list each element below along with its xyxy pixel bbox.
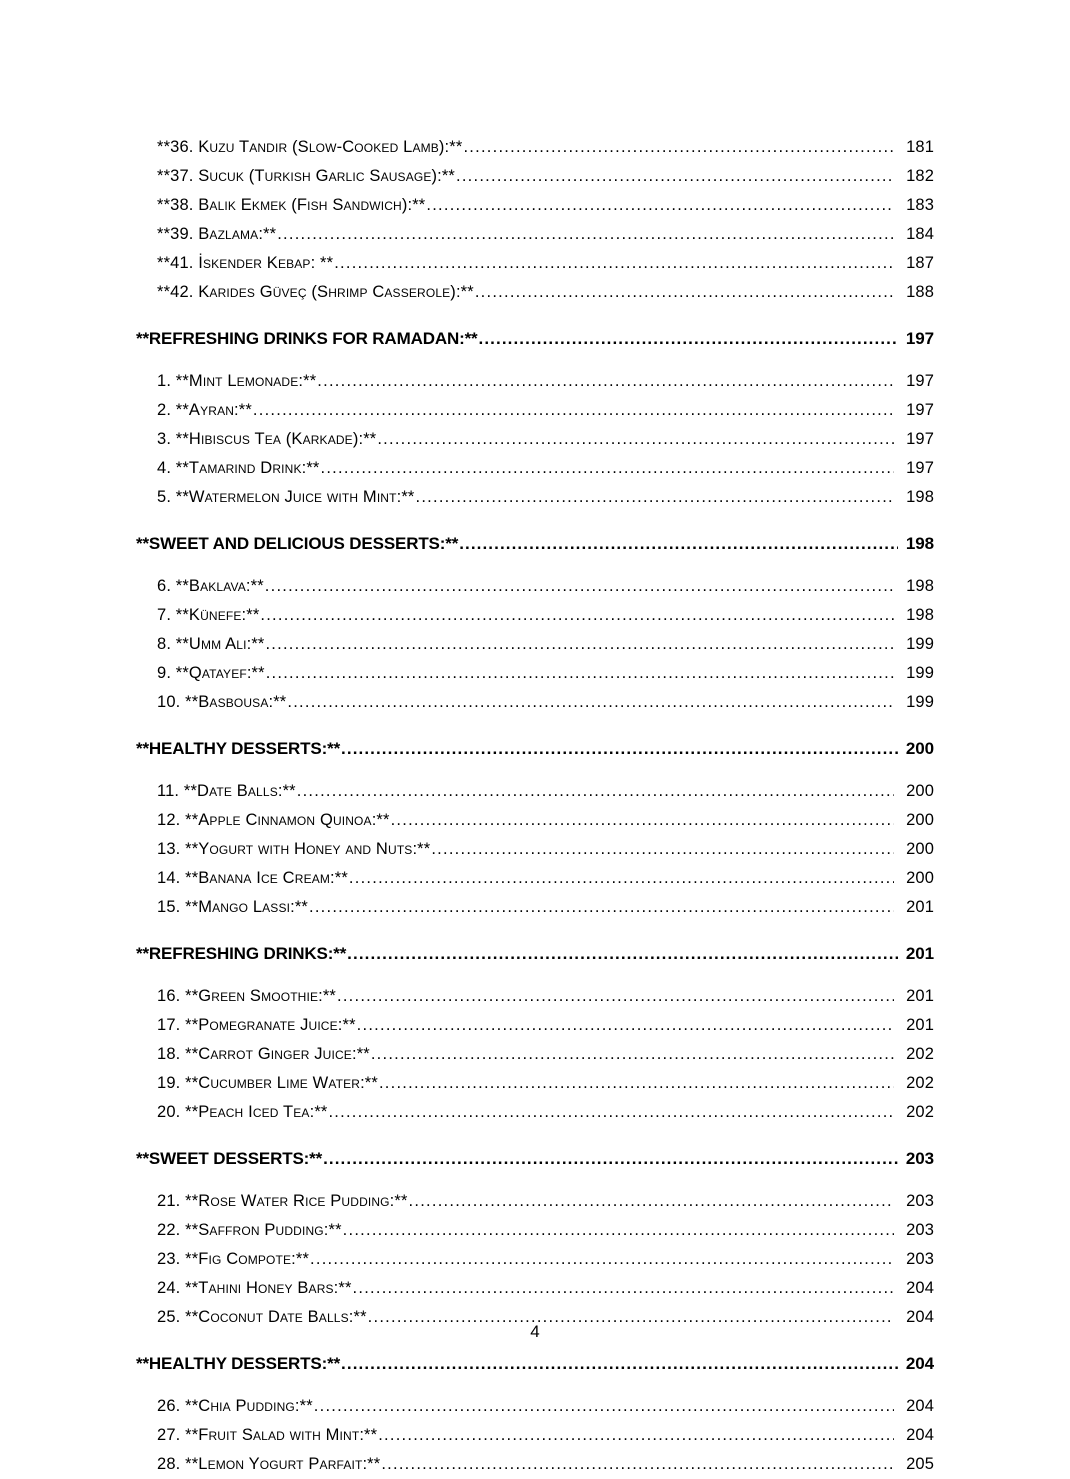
table-of-contents bbox=[136, 133, 934, 1479]
toc-entry-page-number: 199 bbox=[906, 664, 934, 682]
dot-leader bbox=[337, 982, 894, 1011]
toc-heading-label: **REFRESHING DRINKS:** bbox=[136, 944, 347, 963]
toc-entry[interactable] bbox=[136, 1216, 934, 1245]
toc-entry[interactable] bbox=[136, 1392, 934, 1421]
dot-leader bbox=[266, 659, 894, 688]
toc-entry-page-number: 200 bbox=[906, 811, 934, 829]
toc-section-heading[interactable] bbox=[136, 939, 934, 969]
dot-leader bbox=[341, 1349, 898, 1379]
dot-leader bbox=[377, 425, 894, 454]
toc-entry-label: 4. **Tamarind Drink:** bbox=[157, 459, 320, 477]
toc-entry-label: 10. **Basbousa:** bbox=[157, 693, 287, 711]
toc-entry-page-number: 203 bbox=[906, 1221, 934, 1239]
dot-leader bbox=[334, 249, 894, 278]
toc-section-heading[interactable] bbox=[136, 734, 934, 764]
toc-section bbox=[136, 529, 934, 717]
toc-entry[interactable] bbox=[136, 806, 934, 835]
toc-entry-label: 6. **Baklava:** bbox=[157, 577, 264, 595]
toc-entry-page-number: 188 bbox=[906, 283, 934, 301]
toc-entry[interactable] bbox=[136, 191, 934, 220]
toc-entry-page-number: 203 bbox=[906, 1250, 934, 1268]
toc-entry[interactable] bbox=[136, 367, 934, 396]
dot-leader bbox=[277, 220, 894, 249]
toc-entry[interactable] bbox=[136, 864, 934, 893]
dot-leader bbox=[297, 777, 894, 806]
toc-entry-label: **36. Kuzu Tandır (Slow-Cooked Lamb):** bbox=[157, 138, 463, 156]
toc-entry-page-number: 183 bbox=[906, 196, 934, 214]
toc-section-heading[interactable] bbox=[136, 1144, 934, 1174]
dot-leader bbox=[431, 835, 894, 864]
dot-leader bbox=[371, 1040, 894, 1069]
toc-entry-label: 23. **Fig Compote:** bbox=[157, 1250, 310, 1268]
toc-entry-label: 5. **Watermelon Juice with Mint:** bbox=[157, 488, 415, 506]
toc-entry-page-number: 203 bbox=[906, 1192, 934, 1210]
toc-entry[interactable] bbox=[136, 425, 934, 454]
toc-entry-page-number: 204 bbox=[906, 1397, 934, 1415]
dot-leader bbox=[391, 806, 894, 835]
toc-entry-label: 28. **Lemon Yogurt Parfait:** bbox=[157, 1455, 381, 1473]
dot-leader bbox=[287, 688, 894, 717]
toc-entry-page-number: 201 bbox=[906, 1016, 934, 1034]
toc-entry-page-number: 204 bbox=[906, 1308, 934, 1326]
toc-entry-page-number: 198 bbox=[906, 606, 934, 624]
toc-entry-page-number: 197 bbox=[906, 459, 934, 477]
dot-leader bbox=[409, 1187, 894, 1216]
dot-leader bbox=[475, 278, 894, 307]
toc-entry-label: 9. **Qatayef:** bbox=[157, 664, 265, 682]
toc-entry[interactable] bbox=[136, 1011, 934, 1040]
toc-entry[interactable] bbox=[136, 1450, 934, 1479]
toc-entry-page-number: 200 bbox=[906, 869, 934, 887]
toc-heading-label: **HEALTHY DESSERTS:** bbox=[136, 739, 341, 758]
toc-section-heading[interactable] bbox=[136, 529, 934, 559]
dot-leader bbox=[265, 630, 894, 659]
toc-entry[interactable] bbox=[136, 1245, 934, 1274]
toc-section bbox=[136, 1144, 934, 1332]
dot-leader bbox=[456, 162, 894, 191]
dot-leader bbox=[353, 1274, 894, 1303]
toc-section bbox=[136, 324, 934, 512]
toc-entry-page-number: 198 bbox=[906, 577, 934, 595]
toc-entry[interactable] bbox=[136, 982, 934, 1011]
toc-entry-label: 13. **Yogurt with Honey and Nuts:** bbox=[157, 840, 431, 858]
toc-entry[interactable] bbox=[136, 688, 934, 717]
toc-entry[interactable] bbox=[136, 1421, 934, 1450]
toc-entry[interactable] bbox=[136, 162, 934, 191]
dot-leader bbox=[317, 367, 894, 396]
toc-heading-page-number: 197 bbox=[905, 329, 934, 348]
toc-entry[interactable] bbox=[136, 1274, 934, 1303]
dot-leader bbox=[323, 1144, 898, 1174]
toc-entry[interactable] bbox=[136, 777, 934, 806]
toc-entry-page-number: 204 bbox=[906, 1279, 934, 1297]
toc-entry-page-number: 200 bbox=[906, 840, 934, 858]
dot-leader bbox=[321, 454, 895, 483]
toc-entry[interactable] bbox=[136, 133, 934, 162]
toc-entry[interactable] bbox=[136, 1098, 934, 1127]
toc-heading-page-number: 201 bbox=[905, 944, 934, 963]
dot-leader bbox=[459, 529, 898, 559]
toc-section-heading[interactable] bbox=[136, 324, 934, 354]
toc-entry-page-number: 202 bbox=[906, 1103, 934, 1121]
toc-entry[interactable] bbox=[136, 601, 934, 630]
toc-entry-label: 21. **Rose Water Rice Pudding:** bbox=[157, 1192, 408, 1210]
toc-entry-page-number: 201 bbox=[906, 987, 934, 1005]
toc-entry-label: 12. **Apple Cinnamon Quinoa:** bbox=[157, 811, 390, 829]
dot-leader bbox=[426, 191, 894, 220]
toc-entry[interactable] bbox=[136, 249, 934, 278]
toc-entry-label: 25. **Coconut Date Balls:** bbox=[157, 1308, 367, 1326]
toc-entry-label: 27. **Fruit Salad with Mint:** bbox=[157, 1426, 378, 1444]
toc-entry-label: 18. **Carrot Ginger Juice:** bbox=[157, 1045, 370, 1063]
toc-entry-page-number: 205 bbox=[906, 1455, 934, 1473]
toc-entry-label: **37. Sucuk (Turkish Garlic Sausage):** bbox=[157, 167, 456, 185]
dot-leader bbox=[378, 1421, 894, 1450]
dot-leader bbox=[343, 1216, 894, 1245]
toc-heading-label: **HEALTHY DESSERTS:** bbox=[136, 1354, 341, 1373]
dot-leader bbox=[328, 1098, 894, 1127]
toc-entry-label: **39. Bazlama:** bbox=[157, 225, 277, 243]
toc-entry-page-number: 199 bbox=[906, 635, 934, 653]
toc-heading-page-number: 200 bbox=[905, 739, 934, 758]
dot-leader bbox=[479, 324, 898, 354]
toc-section-heading[interactable] bbox=[136, 1349, 934, 1379]
toc-entry-label: 20. **Peach Iced Tea:** bbox=[157, 1103, 328, 1121]
toc-entry-page-number: 197 bbox=[906, 401, 934, 419]
toc-entry[interactable] bbox=[136, 630, 934, 659]
toc-entry[interactable] bbox=[136, 278, 934, 307]
dot-leader bbox=[253, 396, 894, 425]
dot-leader bbox=[415, 483, 894, 512]
toc-entry[interactable] bbox=[136, 1040, 934, 1069]
toc-heading-page-number: 203 bbox=[905, 1149, 934, 1168]
toc-entry-label: 8. **Umm Ali:** bbox=[157, 635, 265, 653]
toc-entry-page-number: 197 bbox=[906, 430, 934, 448]
dot-leader bbox=[314, 1392, 894, 1421]
toc-entry-page-number: 198 bbox=[906, 488, 934, 506]
toc-entry-page-number: 202 bbox=[906, 1074, 934, 1092]
toc-entry-label: 15. **Mango Lassi:** bbox=[157, 898, 308, 916]
toc-entry-page-number: 181 bbox=[906, 138, 934, 156]
toc-section bbox=[136, 1349, 934, 1479]
dot-leader bbox=[381, 1450, 894, 1479]
dot-leader bbox=[357, 1011, 894, 1040]
toc-section bbox=[136, 734, 934, 922]
page-number: 4 bbox=[530, 1322, 540, 1341]
toc-entry-label: 2. **Ayran:** bbox=[157, 401, 252, 419]
toc-entry[interactable] bbox=[136, 659, 934, 688]
toc-entry[interactable] bbox=[136, 220, 934, 249]
toc-entry-label: 11. **Date Balls:** bbox=[157, 782, 296, 800]
toc-entry-page-number: 184 bbox=[906, 225, 934, 243]
toc-entry[interactable] bbox=[136, 835, 934, 864]
dot-leader bbox=[260, 601, 894, 630]
dot-leader bbox=[349, 864, 894, 893]
dot-leader bbox=[347, 939, 898, 969]
toc-entry-label: 17. **Pomegranate Juice:** bbox=[157, 1016, 356, 1034]
toc-entry[interactable] bbox=[136, 454, 934, 483]
toc-entry[interactable] bbox=[136, 1187, 934, 1216]
toc-entry-page-number: 199 bbox=[906, 693, 934, 711]
toc-entry[interactable] bbox=[136, 893, 934, 922]
toc-heading-page-number: 198 bbox=[905, 534, 934, 553]
toc-entry-page-number: 182 bbox=[906, 167, 934, 185]
dot-leader bbox=[379, 1069, 894, 1098]
dot-leader bbox=[341, 734, 898, 764]
dot-leader bbox=[309, 893, 894, 922]
toc-entry-page-number: 204 bbox=[906, 1426, 934, 1444]
toc-entry-label: **42. Karides Güveç (Shrimp Casserole):** bbox=[157, 283, 474, 301]
toc-entry[interactable] bbox=[136, 483, 934, 512]
toc-entry-label: 24. **Tahini Honey Bars:** bbox=[157, 1279, 352, 1297]
toc-section bbox=[136, 133, 934, 307]
toc-heading-page-number: 204 bbox=[905, 1354, 934, 1373]
toc-entry-label: **38. Balık Ekmek (Fish Sandwich):** bbox=[157, 196, 426, 214]
toc-heading-label: **SWEET DESSERTS:** bbox=[136, 1149, 323, 1168]
toc-entry-page-number: 202 bbox=[906, 1045, 934, 1063]
toc-heading-label: **REFRESHING DRINKS FOR RAMADAN:** bbox=[136, 329, 478, 348]
toc-entry[interactable] bbox=[136, 1069, 934, 1098]
toc-entry-label: 16. **Green Smoothie:** bbox=[157, 987, 337, 1005]
toc-entry-label: 26. **Chia Pudding:** bbox=[157, 1397, 313, 1415]
toc-section bbox=[136, 939, 934, 1127]
toc-entry[interactable] bbox=[136, 572, 934, 601]
toc-entry-page-number: 200 bbox=[906, 782, 934, 800]
toc-entry-label: 19. **Cucumber Lime Water:** bbox=[157, 1074, 378, 1092]
toc-entry-page-number: 197 bbox=[906, 372, 934, 390]
toc-entry-label: 14. **Banana Ice Cream:** bbox=[157, 869, 348, 887]
toc-entry-label: 22. **Saffron Pudding:** bbox=[157, 1221, 342, 1239]
toc-entry-page-number: 187 bbox=[906, 254, 934, 272]
toc-heading-label: **SWEET AND DELICIOUS DESSERTS:** bbox=[136, 534, 459, 553]
toc-entry[interactable] bbox=[136, 396, 934, 425]
toc-entry-label: 7. **Künefe:** bbox=[157, 606, 260, 624]
toc-entry-label: 3. **Hibiscus Tea (Karkade):** bbox=[157, 430, 377, 448]
dot-leader bbox=[265, 572, 894, 601]
toc-entry-label: 1. **Mint Lemonade:** bbox=[157, 372, 317, 390]
toc-entry-label: **41. İskender Kebap: ** bbox=[157, 254, 334, 272]
dot-leader bbox=[310, 1245, 894, 1274]
toc-entry-page-number: 201 bbox=[906, 898, 934, 916]
dot-leader bbox=[463, 133, 894, 162]
